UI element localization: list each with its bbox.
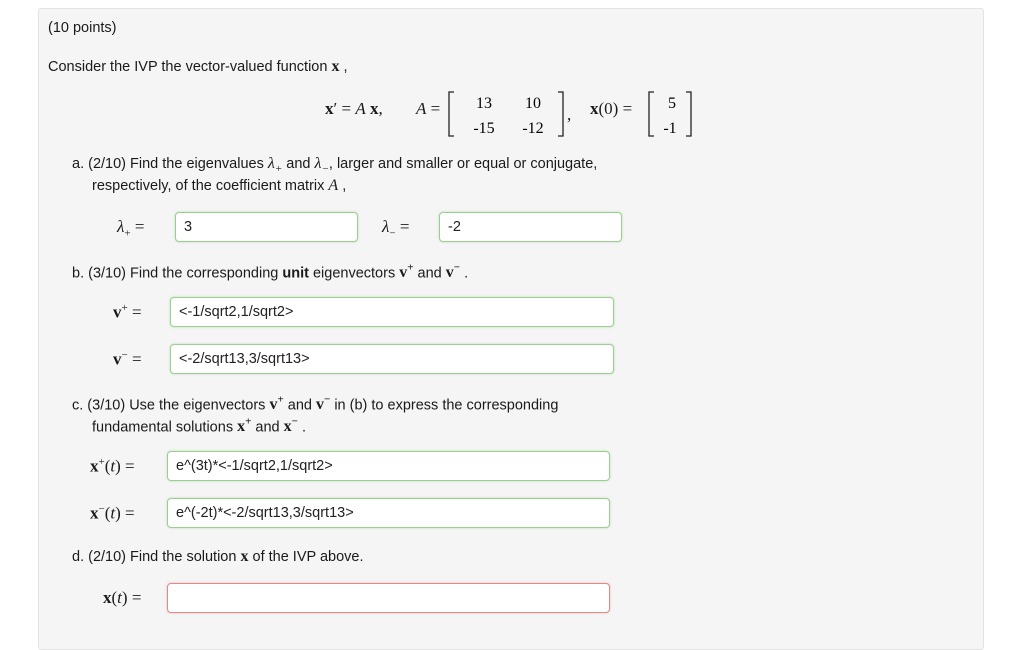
part-d-suffix: of the IVP above. [252,549,364,565]
ode-equation: x′ = A x, [325,99,383,118]
x-solution-label: x(t) = [103,588,142,607]
intro-text: Consider the IVP the vector-valued function x , [48,58,348,75]
part-b-and: and [417,265,442,282]
initial-vector [646,89,694,139]
part-b-suffix: eigenvectors [312,265,396,282]
part-b-prefix: b. (3/10) Find the corresponding [72,265,279,282]
points-label: (10 points) [48,20,117,36]
part-a-prefix: a. (2/10) Find the eigenvalues [72,156,264,172]
a22: -12 [522,120,544,137]
x-minus-input[interactable]: e^(-2t)*<-2/sqrt13,3/sqrt13> [167,498,610,528]
lambda-minus-label: $\lambda_-$ = [382,217,410,240]
x0-2: -1 [663,120,677,137]
part-a-suffix: , larger and smaller or equal or conjugate, [328,156,598,172]
initial-condition-label: x(0) = [590,99,633,118]
v-plus-label: v+ = [113,302,142,322]
part-b-unit: unit [282,265,309,282]
part-a-line2-text: respectively, of the coefficient matrix [92,178,325,194]
a12: 10 [525,95,541,112]
part-c-line2-text: fundamental solutions [92,419,234,436]
x0-1: 5 [668,95,676,112]
intro-sentence: Consider the IVP the vector-valued function [48,59,328,75]
v-plus-input[interactable]: <-1/sqrt2,1/sqrt2> [170,297,614,327]
x-minus-label: x−(t) = [90,503,135,523]
a11: 13 [476,95,492,112]
lambda-minus-input[interactable]: -2 [439,212,622,242]
x-plus-input[interactable]: e^(3t)*<-1/sqrt2,1/sqrt2> [167,451,610,481]
part-d-text: d. (2/10) Find the solution x of the IVP above. [72,548,364,565]
part-c-suffix: in (b) to express the corresponding [334,397,559,414]
part-b-text: b. (3/10) Find the corresponding unit eigenvectors v+ and v− . [72,262,469,282]
part-c-line2: fundamental solutions x+ and x− . [92,416,306,436]
part-c-text: c. (3/10) Use the eigenvectors v+ and v− in (b) to express the corresponding [72,394,559,414]
part-a-line2: respectively, of the coefficient matrix A , [92,177,347,194]
part-c-prefix: c. (3/10) Use the eigenvectors [72,397,266,414]
lambda-plus-input[interactable]: 3 [175,212,358,242]
part-c-line2-and: and [255,419,280,436]
lambda-plus-label: $\lambda_+$ = [117,217,145,240]
a21: -15 [473,120,495,137]
part-d-prefix: d. (2/10) Find the solution [72,549,237,565]
part-a-text: a. (2/10) Find the eigenvalues $\lambda_+$ and $\lambda_-$, larger and smaller or equal or conjugate, [72,155,598,176]
v-minus-label: v− = [113,349,142,369]
v-minus-input[interactable]: <-2/sqrt13,3/sqrt13> [170,344,614,374]
part-a-and: and [286,156,311,172]
comma: , [567,105,572,124]
coefficient-matrix [446,89,566,139]
x-plus-label: x+(t) = [90,456,135,476]
part-c-and: and [287,397,312,414]
matrix-label: A = [416,99,441,118]
x-solution-input[interactable] [167,583,610,613]
